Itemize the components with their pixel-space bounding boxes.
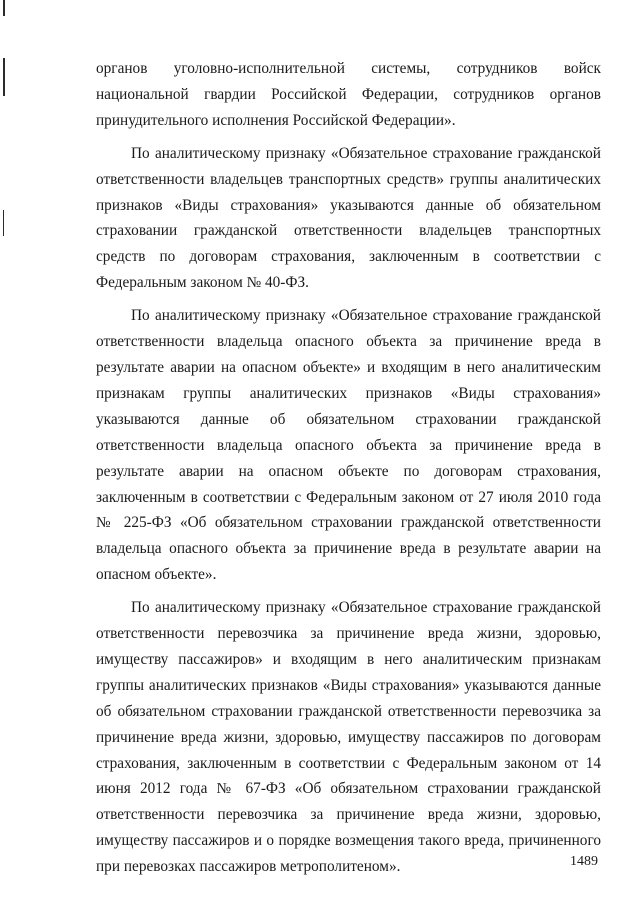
scan-edge-mark xyxy=(3,0,5,16)
paragraph-continuation: органов уголовно-исполнительной системы, сотрудников войск национальной гвардии Российской Федерации, сотрудников органов принудительного исполнения Российской Федерации». xyxy=(96,60,601,129)
paragraph-carrier-liability: По аналитическому признаку «Обязательное страхование гражданской ответственности перевозчика за причинение вреда жизни, здоровью, имуществу пассажиров» и входящим в него аналитическим признакам группы аналитических признаков «Виды страхования» указываются данные об обязательном страховании гражданской ответственности перевозчика за причинение вреда жизни, здоровью, имуществу пассажиров по договорам страхования, заключенным в соответствии с Федеральным законом от 14 июня 2012 года № 67-ФЗ «Об обязательном страховании гражданской ответственности перевозчика за причинение вреда жизни, здоровью, имуществу пассажиров и о порядке возмещения такого вреда, причиненного при перевозках пассажиров метрополитеном». xyxy=(96,599,601,876)
scan-edge-mark xyxy=(3,58,5,96)
document-page xyxy=(96,56,601,887)
paragraph-osago: По аналитическому признаку «Обязательное страхование гражданской ответственности владельцев транспортных средств» группы аналитических признаков «Виды страхования» указываются данные об обязательном страховании гражданской ответственности владельцев транспортных средств по договорам страхования, заключенным в соответствии с Федеральным законом № 40-ФЗ. xyxy=(96,144,601,292)
paragraph-hazardous-object: По аналитическому признаку «Обязательное страхование гражданской ответственности владельца опасного объекта за причинение вреда в результате аварии на опасном объекте» и входящим в него аналитическим признакам группы аналитических признаков «Виды страхования» указываются данные об обязательном страховании гражданской ответственности владельца опасного объекта за причинение вреда в результате аварии на опасном объекте по договорам страхования, заключенным в соответствии с Федеральным законом от 27 июля 2010 года № 225-ФЗ «Об обязательном страховании гражданской ответственности владельца опасного объекта за причинение вреда в результате аварии на опасном объекте». xyxy=(96,307,601,584)
scan-edge-mark xyxy=(3,210,4,236)
page-number: 1489 xyxy=(570,854,598,869)
